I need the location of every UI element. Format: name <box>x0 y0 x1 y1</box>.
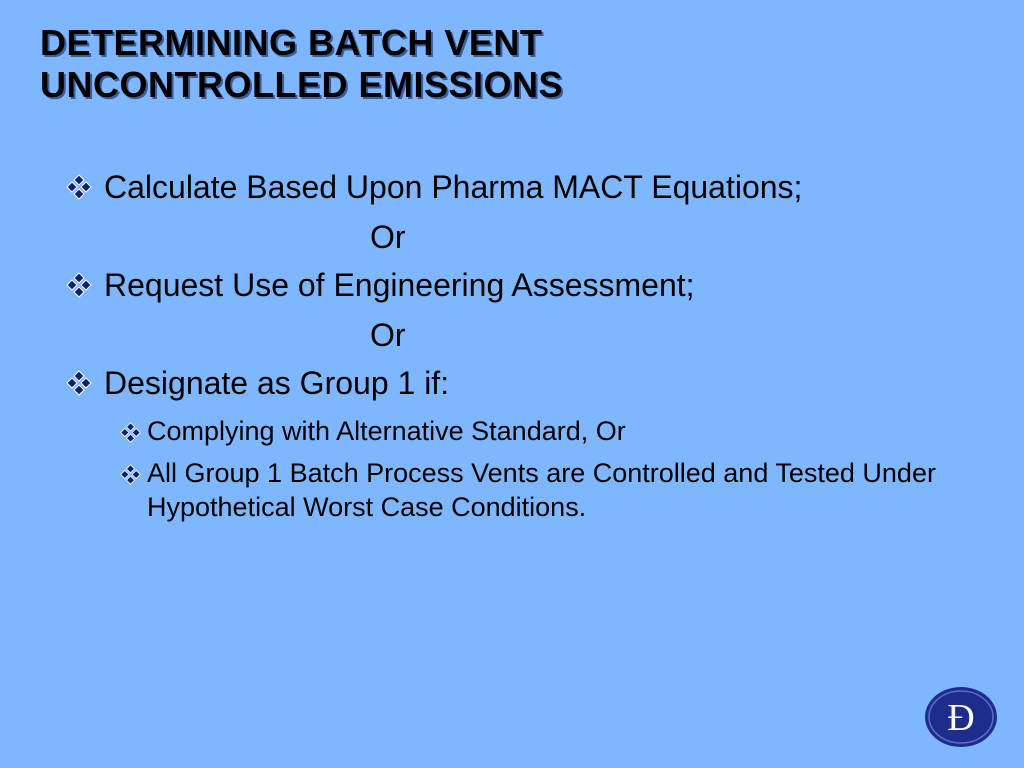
bullet-text: Designate as Group 1 if: <box>104 365 450 401</box>
title-line-1: DETERMINING BATCH VENT <box>40 22 543 63</box>
bullet-item <box>64 364 964 402</box>
bullet-item <box>64 168 964 206</box>
title-line-2: UNCONTROLLED EMISSIONS <box>40 64 564 105</box>
sub-bullet-text: Complying with Alternative Standard, Or <box>147 416 626 446</box>
sub-bullet-item <box>120 456 964 524</box>
or-separator: Or <box>370 219 406 255</box>
sub-bullet-text: All Group 1 Batch Process Vents are Controlled and Tested Under Hypothetical Worst Case Conditions. <box>147 458 936 522</box>
or-separator: Or <box>370 317 406 353</box>
diamond-bullet-icon <box>120 422 141 443</box>
bullet-text: Calculate Based Upon Pharma MACT Equations; <box>104 169 803 205</box>
d-logo-icon <box>924 686 998 748</box>
bullet-item <box>64 266 964 304</box>
sub-bullet-item <box>120 414 964 448</box>
diamond-bullet-icon <box>66 370 92 396</box>
bullet-list <box>64 168 964 532</box>
diamond-bullet-icon <box>120 464 141 485</box>
bullet-text: Request Use of Engineering Assessment; <box>104 267 695 303</box>
diamond-bullet-icon <box>66 174 92 200</box>
slide-title <box>40 22 800 106</box>
diamond-bullet-icon <box>66 272 92 298</box>
logo-letter: Đ <box>947 697 975 739</box>
